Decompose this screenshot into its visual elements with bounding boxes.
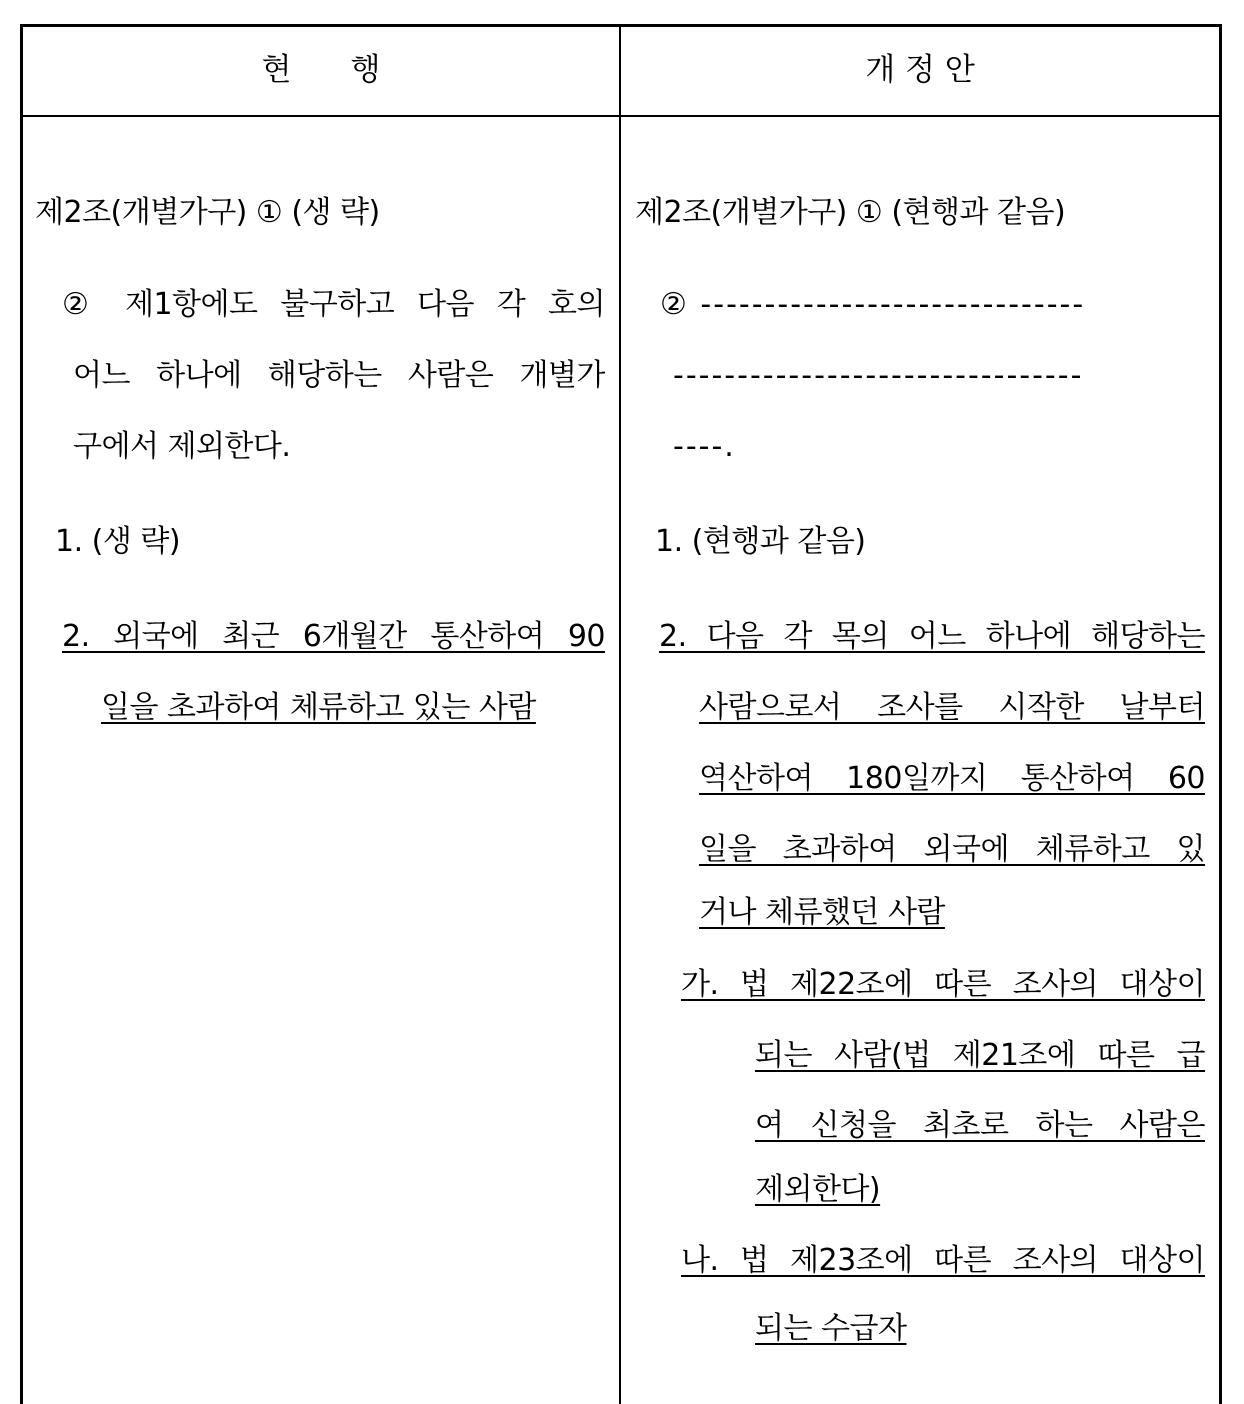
header-current: 현 행: [261, 52, 381, 88]
proposed-item2-line5: 거나 체류했던 사람: [699, 895, 945, 930]
proposed-para2-line1: ② ------------------------------: [660, 287, 1086, 322]
proposed-sub-na-line2: 되는 수급자: [755, 1311, 907, 1346]
proposed-sub-ga-line2: 되는 사람(법 제21조에 따른 급: [755, 1038, 1205, 1073]
proposed-item1: 1. (현행과 같음): [655, 524, 866, 559]
current-para2-line3: 구에서 제외한다.: [73, 429, 291, 464]
proposed-article-title: 제2조(개별가구) ① (현행과 같음): [635, 195, 1066, 230]
proposed-para2-line2: --------------------------------: [673, 358, 1084, 393]
proposed-item2-line4: 일을 초과하여 외국에 체류하고 있: [699, 832, 1205, 867]
header-proposed: 개 정 안: [865, 52, 975, 88]
proposed-item2-line1: 2. 다음 각 목의 어느 하나에 해당하는: [659, 619, 1205, 654]
proposed-para2-line3: ----.: [673, 429, 736, 464]
proposed-item2-line2: 사람으로서 조사를 시작한 날부터: [699, 690, 1205, 725]
current-para2-line1: ② 제1항에도 불구하고 다음 각 호의: [62, 287, 605, 322]
current-para2-line2: 어느 하나에 해당하는 사람은 개별가: [73, 358, 605, 393]
current-article-title: 제2조(개별가구) ① (생 략): [35, 195, 380, 230]
proposed-sub-ga-line4: 제외한다): [755, 1172, 881, 1207]
current-item2-line2: 일을 초과하여 체류하고 있는 사람: [101, 690, 536, 725]
proposed-sub-ga-line1: 가. 법 제22조에 따른 조사의 대상이: [681, 967, 1205, 1002]
current-item2-line1: 2. 외국에 최근 6개월간 통산하여 90: [62, 619, 605, 654]
header-divider: [20, 115, 1222, 117]
proposed-sub-ga-line3: 여 신청을 최초로 하는 사람은: [755, 1108, 1205, 1143]
proposed-sub-na-line1: 나. 법 제23조에 따른 조사의 대상이: [681, 1243, 1205, 1278]
column-divider: [619, 24, 621, 1404]
current-item1: 1. (생 략): [55, 524, 181, 559]
proposed-item2-line3: 역산하여 180일까지 통산하여 60: [699, 761, 1205, 796]
